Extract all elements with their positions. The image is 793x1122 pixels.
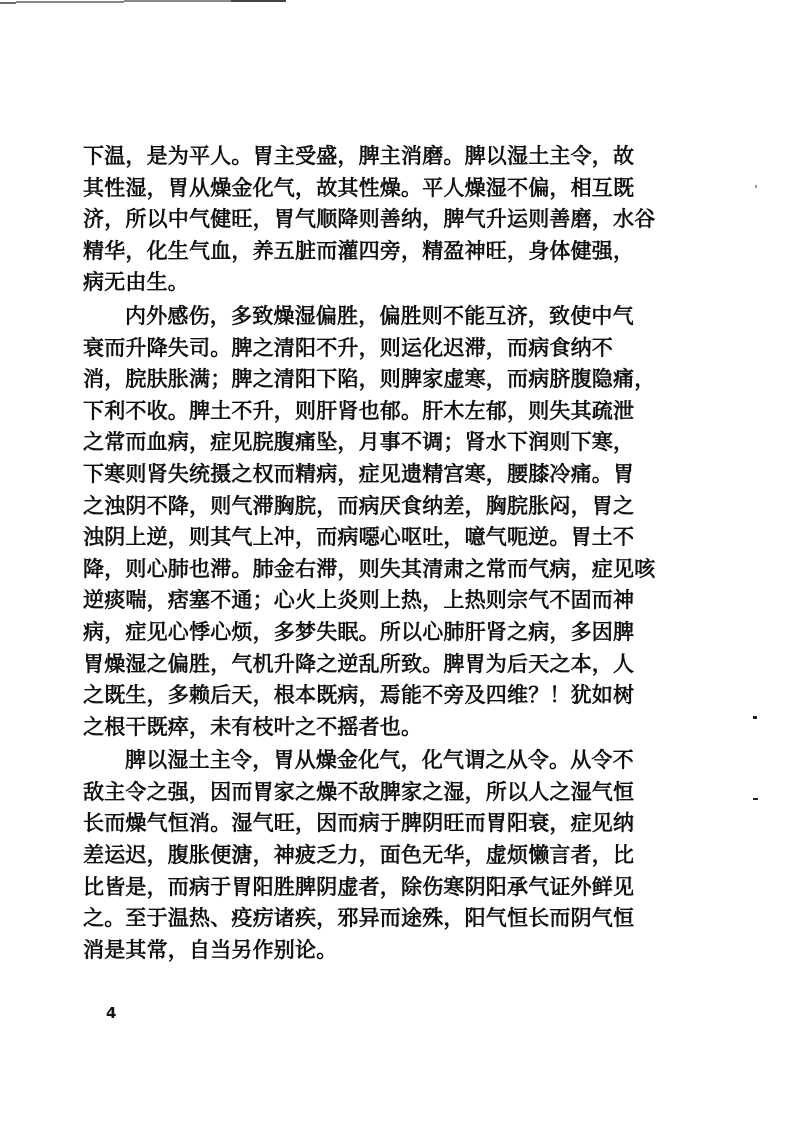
text-line: 病，症见心悸心烦，多梦失眠。所以心肺肝肾之病，多因脾 <box>83 618 635 644</box>
scan-speck <box>753 798 758 800</box>
text-line: 济，所以中气健旺，胃气顺降则善纳，脾气升运则善磨，水谷 <box>83 206 656 232</box>
text-line: 精华，化生气血，养五脏而灌四旁，精盈神旺，身体健强， <box>83 237 635 263</box>
text-line: 敌主令之强，因而胃家之燥不敌脾家之湿，所以人之湿气恒 <box>83 778 635 804</box>
text-line: 之。至于温热、疫疠诸疾，邪异而途殊，阳气恒长而阴气恒 <box>83 905 635 931</box>
text-line: 比皆是，而病于胃阳胜脾阴虚者，除伤寒阴阳承气证外鲜见 <box>83 873 635 899</box>
text-line: 之常而血病，症见脘腹痛坠，月事不调；肾水下润则下寒， <box>83 429 635 455</box>
text-line: 消，脘肤胀满；脾之清阳下陷，则脾家虚寒，而病脐腹隐痛， <box>83 366 656 392</box>
text-line: 下寒则肾失统摄之权而精病，症见遗精宫寒，腰膝冷痛。胃 <box>83 460 635 486</box>
page-body <box>83 140 673 965</box>
text-line: 脾以湿土主令，胃从燥金化气，化气谓之从令。从令不 <box>125 747 634 773</box>
scan-speck <box>755 185 757 188</box>
text-line: 胃燥湿之偏胜，气机升降之逆乱所致。脾胃为后天之本，人 <box>83 650 635 676</box>
text-line: 消是其常，自当另作别论。 <box>83 936 338 962</box>
scan-edge-segment <box>0 2 16 4</box>
text-line: 差运迟，腹胀便溏，神疲乏力，面色无华，虚烦懒言者，比 <box>83 842 635 868</box>
text-line: 内外感伤，多致燥湿偏胜，偏胜则不能互济，致使中气 <box>125 302 634 328</box>
scan-speck <box>753 716 757 719</box>
text-line: 病无由生。 <box>83 269 189 295</box>
text-line: 下温，是为平人。胃主受盛，脾主消磨。脾以湿土主令，故 <box>83 143 635 168</box>
page-number: 4 <box>106 1004 117 1022</box>
text-line: 之浊阴不降，则气滞胸脘，而病厌食纳差，胸脘胀闷，胃之 <box>83 492 635 518</box>
scan-top-edge <box>0 0 286 3</box>
text-line: 衰而升降失司。脾之清阳不升，则运化迟滞，而病食纳不 <box>83 334 613 360</box>
text-line: 降，则心肺也滞。肺金右滞，则失其清肃之常而气病，症见咳 <box>83 555 656 581</box>
paragraph-3 <box>83 744 673 965</box>
text-line: 之既生，多赖后天，根本既病，焉能不旁及四维？！犹如树 <box>83 682 635 708</box>
text-line: 浊阴上逆，则其气上冲，而病噁心呕吐，噫气呃逆。胃土不 <box>83 524 635 550</box>
paragraph-1 <box>83 140 673 298</box>
text-line: 其性湿，胃从燥金化气，故其性燥。平人燥湿不偏，相互既 <box>83 174 635 200</box>
text-line: 下利不收。脾土不升，则肝肾也郁。肝木左郁，则失其疏泄 <box>83 397 635 423</box>
text-line: 长而燥气恒消。湿气旺，因而病于脾阴旺而胃阳衰，症见纳 <box>83 810 635 836</box>
scan-edge-segment <box>16 1 124 3</box>
text-line: 之根干既瘁，未有枝叶之不摇者也。 <box>83 713 423 739</box>
scan-edge-segment <box>124 0 231 2</box>
text-line: 逆痰喘，痞塞不通；心火上炎则上热，上热则宗气不固而神 <box>83 587 635 613</box>
scan-edge-segment <box>231 0 286 2</box>
paragraph-2 <box>83 300 673 742</box>
